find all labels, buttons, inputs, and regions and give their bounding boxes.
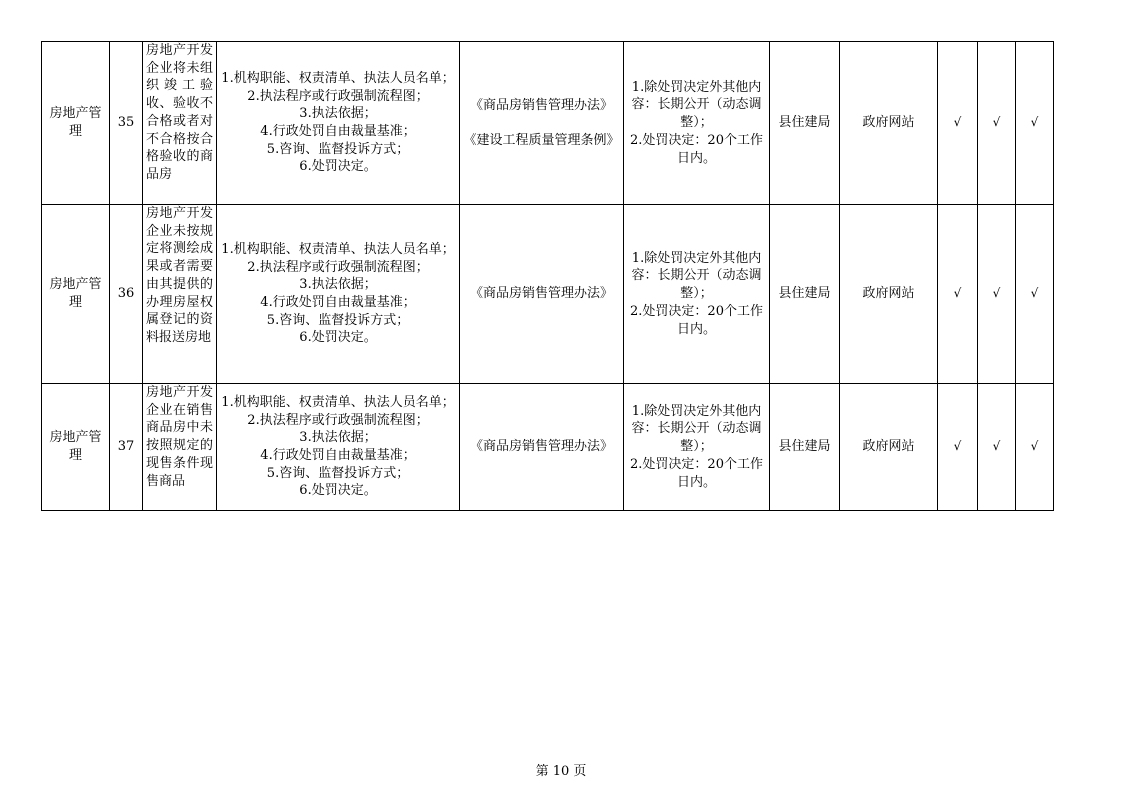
content-line: 2.执法程序或行政强制流程图；: [247, 88, 429, 104]
time-cell: [624, 384, 770, 511]
time-line: 1.除处罚决定外其他内容：长期公开（动态调整）；: [631, 250, 762, 302]
time-line: 2.处罚决定：20个工作日内。: [630, 132, 763, 166]
table-row: [42, 205, 1054, 384]
content-line: 3.执法依据；: [299, 106, 377, 122]
channel-cell: 政府网站: [840, 42, 938, 205]
basis-line: 《建设工程质量管理条例》: [463, 132, 620, 148]
subject-cell: 县住建局: [770, 384, 840, 511]
channel-cell: 政府网站: [840, 384, 938, 511]
basis-line: 《商品房销售管理办法》: [469, 286, 613, 302]
content-line: 4.行政处罚自由裁量基准；: [260, 448, 416, 463]
content-line: 4.行政处罚自由裁量基准；: [260, 124, 416, 139]
check-mark: √: [1016, 42, 1054, 205]
check-mark: √: [978, 42, 1016, 205]
content-cell: [217, 384, 460, 511]
matter-cell: 房地产开发企业将未组织竣工验收、验收不合格或者对不合格按合格验收的商品房: [143, 42, 217, 205]
check-mark: √: [1016, 384, 1054, 511]
check-mark: √: [938, 384, 978, 511]
content-line: 5.咨询、监督投诉方式；: [266, 312, 410, 328]
matter-cell: 房地产开发企业未按规定将测绘成果或者需要由其提供的办理房屋权属登记的资料报送房地: [143, 205, 217, 384]
content-cell: [217, 42, 460, 205]
number-cell: 35: [110, 42, 143, 205]
category-cell: 房地产管理: [42, 205, 110, 384]
time-cell: [624, 42, 770, 205]
content-line: 1.机构职能、权责清单、执法人员名单；: [221, 70, 455, 86]
content-cell: [217, 205, 460, 384]
time-line: 1.除处罚决定外其他内容：长期公开（动态调整）；: [631, 403, 762, 455]
basis-cell: [460, 42, 624, 205]
content-line: 1.机构职能、权责清单、执法人员名单；: [221, 394, 455, 410]
check-mark: √: [938, 42, 978, 205]
basis-cell: [460, 205, 624, 384]
content-line: 3.执法依据；: [299, 277, 377, 293]
category-cell: 房地产管理: [42, 384, 110, 511]
content-line: 6.处罚决定。: [299, 159, 377, 175]
content-line: 6.处罚决定。: [299, 330, 377, 346]
channel-cell: 政府网站: [840, 205, 938, 384]
disclosure-table: [41, 41, 1054, 511]
basis-cell: [460, 384, 624, 511]
content-line: 5.咨询、监督投诉方式；: [266, 141, 410, 157]
content-line: 6.处罚决定。: [299, 483, 377, 499]
content-line: 2.执法程序或行政强制流程图；: [247, 412, 429, 428]
check-mark: √: [938, 205, 978, 384]
matter-cell: 房地产开发企业在销售商品房中未按照规定的现售条件现售商品: [143, 384, 217, 511]
check-mark: √: [978, 205, 1016, 384]
page-number: 第 10 页: [535, 764, 587, 779]
table-row: [42, 42, 1054, 205]
table-row: [42, 384, 1054, 511]
content-line: 3.执法依据；: [299, 430, 377, 446]
subject-cell: 县住建局: [770, 42, 840, 205]
time-cell: [624, 205, 770, 384]
content-line: 2.执法程序或行政强制流程图；: [247, 259, 429, 275]
content-line: 5.咨询、监督投诉方式；: [266, 465, 410, 481]
basis-line: 《商品房销售管理办法》: [469, 439, 613, 455]
content-line: 4.行政处罚自由裁量基准；: [260, 295, 416, 310]
time-line: 2.处罚决定：20个工作日内。: [630, 456, 763, 490]
number-cell: 37: [110, 384, 143, 511]
number-cell: 36: [110, 205, 143, 384]
check-mark: √: [978, 384, 1016, 511]
basis-line: 《商品房销售管理办法》: [469, 97, 613, 113]
category-cell: 房地产管理: [42, 42, 110, 205]
content-line: 1.机构职能、权责清单、执法人员名单；: [221, 241, 455, 257]
time-line: 2.处罚决定：20个工作日内。: [630, 303, 763, 337]
subject-cell: 县住建局: [770, 205, 840, 384]
check-mark: √: [1016, 205, 1054, 384]
time-line: 1.除处罚决定外其他内容：长期公开（动态调整）；: [631, 79, 762, 131]
